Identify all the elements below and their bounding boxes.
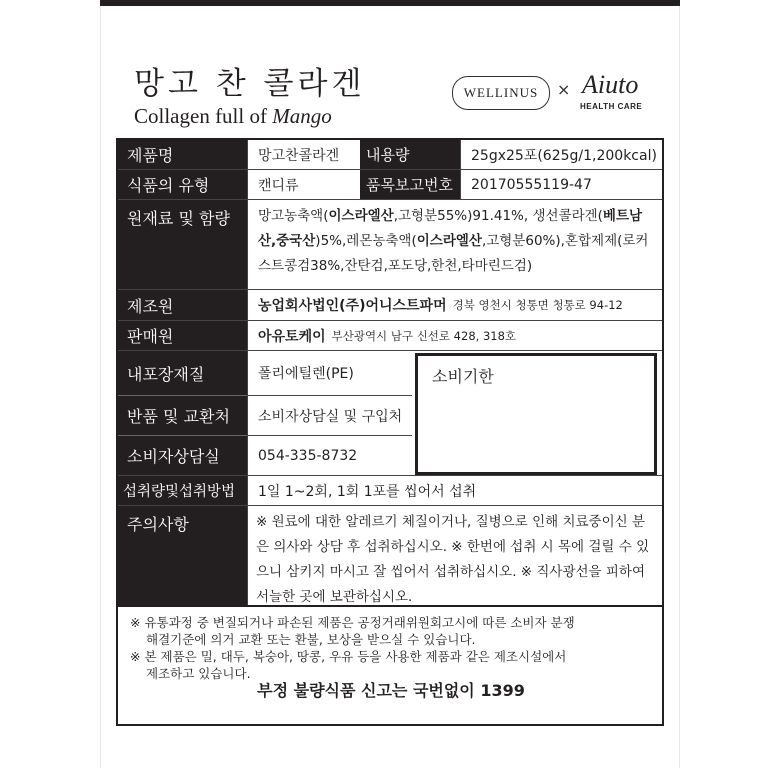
ingr-origin2: 베트남산,중국산 [258,208,643,249]
manufacturer-name: 농업회사법인(주)어니스트파머 [258,298,447,314]
note-allergen-line2: 제조하고 있습니다. [146,666,251,681]
expiry-label: 소비기한 [432,367,494,386]
expiry-box [415,353,657,475]
notes-box [116,606,664,726]
label-report-no: 품목보고번호 [360,170,460,199]
manufacturer-address: 경북 영천시 청통면 청통로 94-12 [452,298,623,312]
product-info-table [116,138,664,607]
label-food-type: 식품의 유형 [118,170,247,199]
ingr-part2: ,고형분55%)91.41%, 생선콜라겐( [393,208,603,224]
label-packaging: 내포장재질 [118,351,247,396]
label-intake: 섭취량및섭취방법 [118,476,247,505]
row-caution [118,506,662,605]
label-ingredients: 원재료 및 함량 [118,200,247,289]
row-seller [118,321,662,351]
ingr-origin1: 이스라엘산 [328,208,394,224]
value-food-type: 캔디류 [247,170,360,199]
value-manufacturer [247,290,662,320]
value-caution: ※ 원료에 대한 알레르기 체질이거나, 질병으로 인해 치료중이신 분은 의사와 상담 후 섭취하십시오. ※ 한번에 섭취 시 목에 걸릴 수 있으니 삼키지 마시고 잘 씹어서 섭취하십시오. ※ 직사광선을 피하여 서늘한 곳에 보관하십시오. [247,506,662,605]
label-product-name: 제품명 [118,140,247,169]
value-intake: 1일 1~2회, 1회 1포를 씹어서 섭취 [247,476,662,505]
value-packaging: 폴리에틸렌(PE) [247,351,412,396]
aiuto-script: Aiuto [582,70,639,99]
product-title-korean: 망고 찬 콜라겐 [134,66,366,102]
label-seller: 판매원 [118,321,247,350]
seller-name: 아유토케이 [258,328,326,345]
value-content: 25gx25포(625g/1,200kcal) [460,140,662,169]
title-en-prefix: Collagen full of [134,104,273,128]
ingr-part3: )5%,레몬농축액( [315,233,417,249]
report-hotline [130,682,652,699]
value-ingredients [247,200,662,289]
row-product-name [118,140,662,170]
label-caution: 주의사항 [118,506,247,605]
brand-separator: × [557,80,571,99]
ingr-origin3: 이스라엘산 [416,233,482,249]
seller-address: 부산광역시 남구 신선로 428, 318호 [331,328,517,343]
title-en-italic: Mango [272,104,332,128]
label-consult: 소비자상담실 [118,436,247,475]
value-seller [247,321,662,350]
ingr-part4: ,고형분60%),혼합제제(로커스트콩검38%,잔탄검,포도당,한천,타마린드검) [258,233,649,274]
label-content: 내용량 [360,140,460,169]
value-consult: 054-335-8732 [247,436,662,475]
label-manufacturer: 제조원 [118,290,247,320]
note-distribution-line1: ※ 유통과정 중 변질되거나 파손된 제품은 공정거래위원회고시에 따른 소비자 분쟁 [130,615,575,630]
aiuto-subtitle: HEALTH CARE [580,102,643,111]
value-report-no: 20170555119-47 [460,170,662,199]
row-manufacturer [118,290,662,321]
label-return: 반품 및 교환처 [118,396,247,436]
value-product-name: 망고찬콜라겐 [247,140,360,169]
product-title-english [134,104,332,129]
row-food-type [118,170,662,200]
note-allergen-line1: ※ 본 제품은 밀, 대두, 복숭아, 땅콩, 우유 등을 사용한 제품과 같은 제조시설에서 [130,649,567,664]
aiuto-logo [576,70,652,114]
row-ingredients [118,200,662,290]
note-distribution-line2: 해결기준에 의거 교환 또는 환불, 보상을 받으실 수 있습니다. [146,632,476,647]
row-intake [118,476,662,506]
value-return: 소비자상담실 및 구입처 [247,396,412,436]
wellinus-logo: WELLINUS [452,76,550,110]
report-number: 1399 [480,681,525,700]
ingr-part1: 망고농축액( [258,208,329,224]
report-text: 부정 불량식품 신고는 국번없이 [257,681,481,700]
